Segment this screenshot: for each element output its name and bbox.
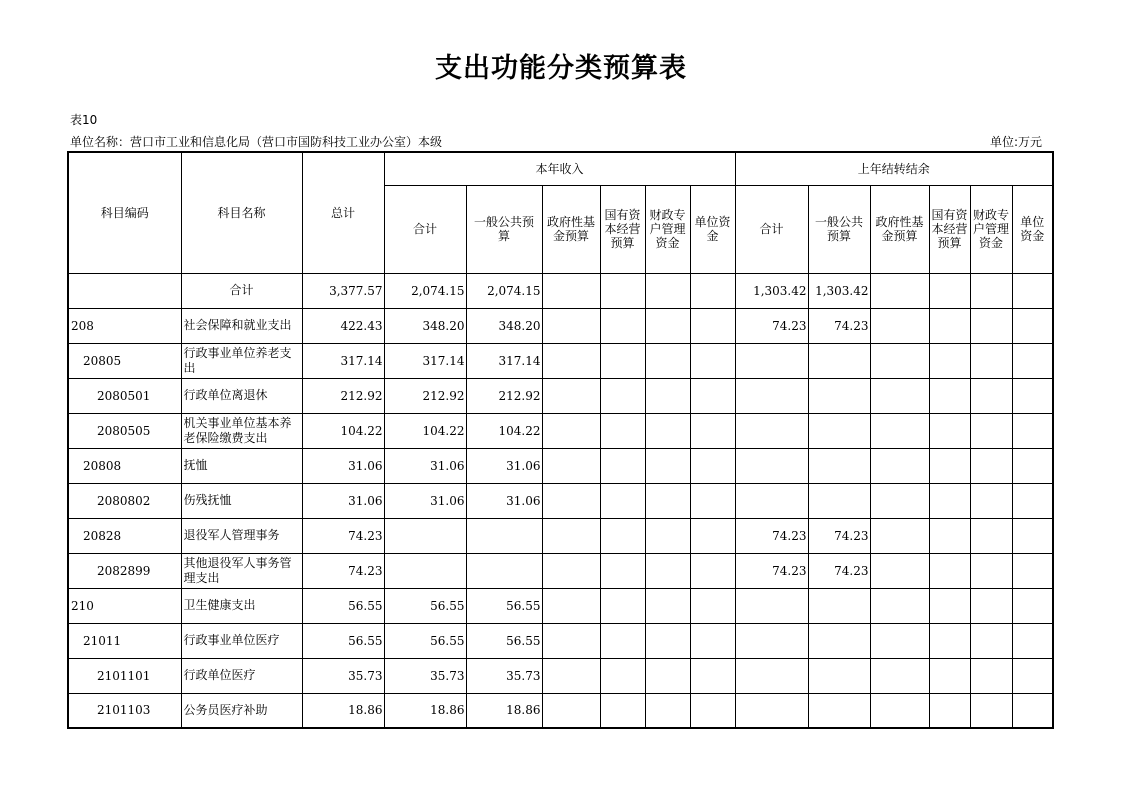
row-name: 行政事业单位养老支出 [181,343,302,378]
cell-cy-state [600,448,645,483]
cell-cy-sum [384,518,466,553]
cell-py-special [970,273,1012,308]
cell-cy-general [466,553,542,588]
header-py-sum: 合计 [735,185,808,273]
cell-cy-unit [690,588,735,623]
cell-py-general [808,483,870,518]
row-code: 21011 [68,623,181,658]
cell-py-sum [735,623,808,658]
cell-py-sum [735,413,808,448]
row-code: 210 [68,588,181,623]
cell-py-unit [1012,343,1053,378]
header-cy-special: 财政专户管理资金 [645,185,690,273]
header-cy-unit: 单位资金 [690,185,735,273]
cell-py-state [929,623,970,658]
cell-cy-fund [542,413,600,448]
cell-py-sum: 74.23 [735,518,808,553]
row-code: 2080505 [68,413,181,448]
cell-cy-unit [690,378,735,413]
cell-cy-sum: 212.92 [384,378,466,413]
cell-cy-general: 348.20 [466,308,542,343]
cell-py-unit [1012,483,1053,518]
cell-total: 3,377.57 [302,273,384,308]
cell-cy-general: 18.86 [466,693,542,728]
cell-py-special [970,343,1012,378]
cell-py-unit [1012,553,1053,588]
cell-py-state [929,448,970,483]
row-code: 20828 [68,518,181,553]
row-name: 行政单位离退休 [181,378,302,413]
cell-py-general: 74.23 [808,553,870,588]
cell-cy-special [645,693,690,728]
row-name: 公务员医疗补助 [181,693,302,728]
cell-py-sum: 74.23 [735,553,808,588]
cell-cy-general: 104.22 [466,413,542,448]
cell-cy-unit [690,308,735,343]
cell-py-state [929,413,970,448]
cell-total: 212.92 [302,378,384,413]
cell-cy-general: 56.55 [466,623,542,658]
table-row [68,588,1053,623]
cell-cy-unit [690,413,735,448]
cell-cy-special [645,378,690,413]
cell-py-state [929,378,970,413]
cell-cy-state [600,623,645,658]
cell-py-unit [1012,588,1053,623]
header-current-year: 本年收入 [384,152,735,185]
cell-cy-unit [690,553,735,588]
cell-py-unit [1012,448,1053,483]
cell-py-fund [870,273,929,308]
cell-total: 56.55 [302,623,384,658]
cell-cy-special [645,483,690,518]
cell-py-state [929,518,970,553]
cell-total: 31.06 [302,483,384,518]
cell-py-unit [1012,658,1053,693]
table-row [68,483,1053,518]
header-cy-state: 国有资本经营预算 [600,185,645,273]
cell-cy-state [600,588,645,623]
row-code: 20808 [68,448,181,483]
cell-py-sum [735,343,808,378]
cell-py-special [970,413,1012,448]
row-name: 退役军人管理事务 [181,518,302,553]
cell-py-fund [870,623,929,658]
cell-py-general [808,413,870,448]
cell-py-general [808,343,870,378]
cell-cy-fund [542,308,600,343]
row-name: 其他退役军人事务管理支出 [181,553,302,588]
row-code: 2082899 [68,553,181,588]
page-title: 支出功能分类预算表 [435,53,687,84]
cell-py-sum [735,658,808,693]
header-py-state: 国有资本经营预算 [929,185,970,273]
cell-cy-general: 212.92 [466,378,542,413]
cell-cy-state [600,483,645,518]
cell-cy-special [645,588,690,623]
cell-total: 74.23 [302,553,384,588]
cell-py-general [808,623,870,658]
table-row [68,343,1053,378]
header-py-special: 财政专户管理资金 [970,185,1012,273]
header-cy-general: 一般公共预算 [466,185,542,273]
cell-cy-unit [690,448,735,483]
cell-py-sum [735,588,808,623]
cell-py-general: 74.23 [808,308,870,343]
cell-total: 317.14 [302,343,384,378]
cell-py-unit [1012,273,1053,308]
row-name: 机关事业单位基本养老保险缴费支出 [181,413,302,448]
cell-py-special [970,448,1012,483]
cell-cy-fund [542,273,600,308]
cell-cy-sum: 2,074.15 [384,273,466,308]
cell-cy-unit [690,483,735,518]
cell-py-fund [870,448,929,483]
cell-total: 31.06 [302,448,384,483]
cell-cy-sum [384,553,466,588]
table-row [68,448,1053,483]
cell-cy-general: 35.73 [466,658,542,693]
cell-py-state [929,588,970,623]
header-cy-sum: 合计 [384,185,466,273]
unit-name: 单位名称：营口市工业和信息化局（营口市国防科技工业办公室）本级 [70,135,443,149]
cell-py-general: 1,303.42 [808,273,870,308]
cell-cy-unit [690,518,735,553]
cell-total: 56.55 [302,588,384,623]
header-py-fund: 政府性基金预算 [870,185,929,273]
cell-cy-state [600,378,645,413]
cell-cy-general [466,518,542,553]
cell-cy-unit [690,693,735,728]
cell-py-unit [1012,623,1053,658]
cell-py-state [929,553,970,588]
row-code: 2101101 [68,658,181,693]
cell-cy-sum: 317.14 [384,343,466,378]
cell-cy-general: 2,074.15 [466,273,542,308]
cell-cy-special [645,273,690,308]
cell-cy-sum: 348.20 [384,308,466,343]
cell-py-sum [735,693,808,728]
row-code: 20805 [68,343,181,378]
header-name: 科目名称 [181,152,302,273]
row-code: 2101103 [68,693,181,728]
cell-py-fund [870,343,929,378]
cell-py-fund [870,378,929,413]
cell-cy-sum: 31.06 [384,483,466,518]
cell-py-special [970,483,1012,518]
row-name: 行政事业单位医疗 [181,623,302,658]
cell-py-general [808,448,870,483]
cell-py-state [929,308,970,343]
cell-py-special [970,553,1012,588]
cell-py-state [929,658,970,693]
cell-cy-special [645,448,690,483]
header-cy-fund: 政府性基金预算 [542,185,600,273]
cell-py-fund [870,693,929,728]
cell-py-special [970,623,1012,658]
cell-py-sum [735,483,808,518]
cell-total: 35.73 [302,658,384,693]
cell-cy-special [645,413,690,448]
cell-cy-state [600,518,645,553]
cell-py-fund [870,413,929,448]
cell-cy-state [600,693,645,728]
table-row [68,553,1053,588]
cell-py-special [970,658,1012,693]
cell-py-special [970,693,1012,728]
cell-py-general [808,693,870,728]
cell-py-state [929,483,970,518]
row-name: 社会保障和就业支出 [181,308,302,343]
header-code: 科目编码 [68,152,181,273]
cell-cy-sum: 56.55 [384,623,466,658]
table-row [68,378,1053,413]
row-name: 伤残抚恤 [181,483,302,518]
cell-py-unit [1012,413,1053,448]
cell-py-sum: 1,303.42 [735,273,808,308]
table-row [68,693,1053,728]
cell-py-state [929,343,970,378]
table-row [68,518,1053,553]
cell-cy-fund [542,483,600,518]
header-py-general: 一般公共预算 [808,185,870,273]
cell-cy-fund [542,693,600,728]
cell-py-unit [1012,693,1053,728]
cell-cy-special [645,518,690,553]
cell-cy-general: 31.06 [466,483,542,518]
row-name: 抚恤 [181,448,302,483]
cell-py-general: 74.23 [808,518,870,553]
row-code: 208 [68,308,181,343]
cell-cy-fund [542,588,600,623]
cell-py-sum [735,448,808,483]
cell-cy-fund [542,378,600,413]
cell-cy-special [645,658,690,693]
row-code: 2080802 [68,483,181,518]
cell-py-sum: 74.23 [735,308,808,343]
cell-py-fund [870,588,929,623]
cell-cy-unit [690,343,735,378]
cell-py-state [929,273,970,308]
cell-cy-general: 317.14 [466,343,542,378]
cell-cy-state [600,553,645,588]
cell-py-general [808,588,870,623]
table-row [68,308,1053,343]
cell-cy-sum: 35.73 [384,658,466,693]
row-name: 合计 [181,273,302,308]
table-row [68,273,1053,308]
cell-py-unit [1012,378,1053,413]
unit-label: 单位:万元 [990,135,1043,149]
cell-py-sum [735,378,808,413]
cell-py-fund [870,308,929,343]
header-py-unit: 单位资金 [1012,185,1053,273]
cell-cy-unit [690,273,735,308]
header-prior-year: 上年结转结余 [735,152,1053,185]
cell-cy-state [600,273,645,308]
cell-py-general [808,658,870,693]
cell-py-special [970,378,1012,413]
header-total: 总计 [302,152,384,273]
cell-py-fund [870,483,929,518]
cell-total: 422.43 [302,308,384,343]
cell-cy-fund [542,518,600,553]
cell-cy-sum: 56.55 [384,588,466,623]
cell-cy-unit [690,623,735,658]
cell-cy-state [600,308,645,343]
cell-py-general [808,378,870,413]
cell-cy-sum: 31.06 [384,448,466,483]
cell-cy-special [645,343,690,378]
cell-cy-fund [542,553,600,588]
table-row [68,658,1053,693]
row-name: 行政单位医疗 [181,658,302,693]
cell-py-fund [870,553,929,588]
cell-py-fund [870,658,929,693]
cell-py-special [970,518,1012,553]
cell-py-fund [870,518,929,553]
cell-py-unit [1012,308,1053,343]
cell-cy-special [645,308,690,343]
table-row [68,413,1053,448]
cell-total: 104.22 [302,413,384,448]
row-code [68,273,181,308]
row-name: 卫生健康支出 [181,588,302,623]
cell-total: 74.23 [302,518,384,553]
cell-cy-fund [542,658,600,693]
cell-cy-fund [542,448,600,483]
cell-py-unit [1012,518,1053,553]
cell-cy-fund [542,343,600,378]
cell-cy-state [600,658,645,693]
cell-cy-state [600,413,645,448]
cell-cy-unit [690,658,735,693]
cell-cy-sum: 104.22 [384,413,466,448]
cell-cy-special [645,623,690,658]
row-code: 2080501 [68,378,181,413]
cell-py-special [970,588,1012,623]
cell-cy-sum: 18.86 [384,693,466,728]
cell-cy-special [645,553,690,588]
cell-py-state [929,693,970,728]
cell-cy-fund [542,623,600,658]
cell-total: 18.86 [302,693,384,728]
budget-table [67,151,1054,729]
cell-cy-general: 56.55 [466,588,542,623]
table-number: 表10 [70,113,98,127]
cell-cy-general: 31.06 [466,448,542,483]
cell-cy-state [600,343,645,378]
table-row [68,623,1053,658]
cell-py-special [970,308,1012,343]
